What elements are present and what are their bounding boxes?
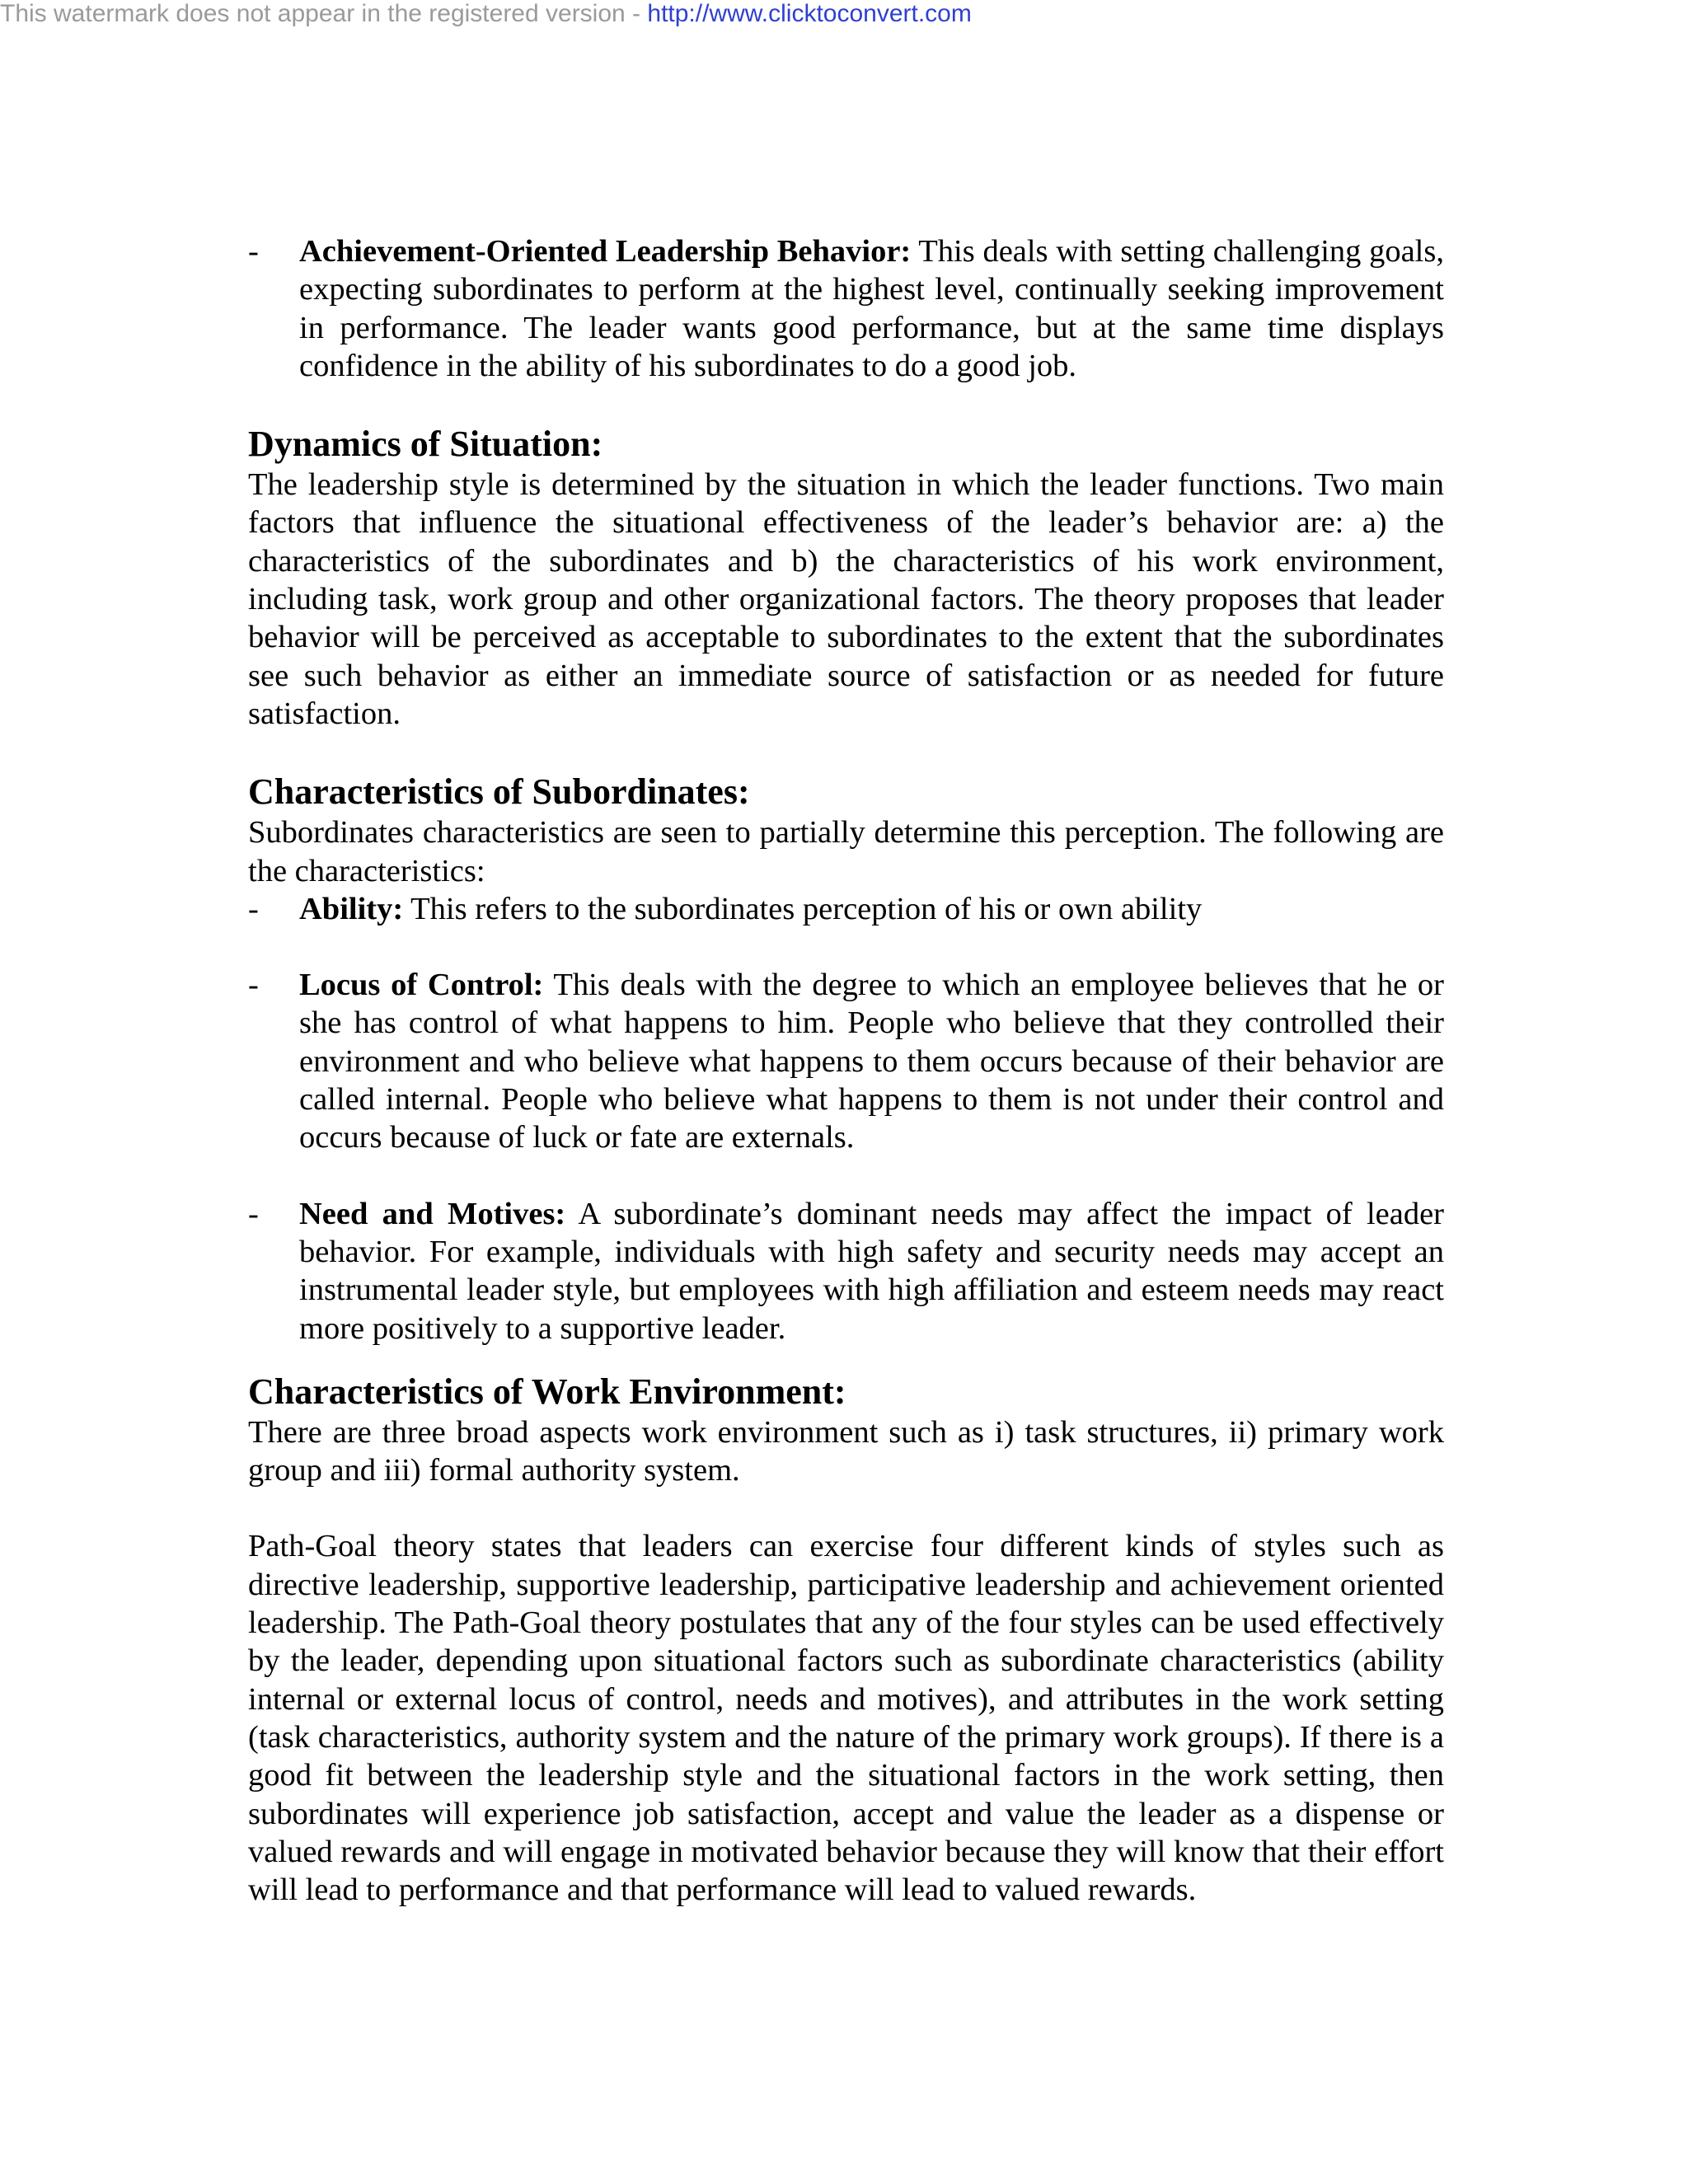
dynamics-paragraph: The leadership style is determined by the situation in which the leader functions. Two main factors that influence the situational effectiveness of the leader’s behavior are: a) the characteristics of the subordinates and b) the characteristics of his work environment, including task, work group and other organizational factors. The theory proposes that leader behavior will be perceived as acceptable to subordinates to the extent that the subordinates see such behavior as either an immediate source of satisfaction or as needed for future satisfaction. (248, 467, 1444, 731)
dynamics-heading: Dynamics of Situation: (248, 424, 603, 465)
locus-text: This deals with the degree to which an employee believes that he or she has control of what happens to him. People who believe that they controlled their environment and who believe what happens to them occurs because of their behavior are called internal. People who believe what happens to them is not under their control and occurs because of luck or fate are externals. (299, 968, 1444, 1155)
achievement-text: This deals with setting challenging goals, expecting subordinates to perform at the highest level, continually seeking improvement in performance. The leader wants good performance, but at the same time displays confidence in the ability of his subordinates to do a good job. (299, 234, 1444, 383)
bullet-dash: - (248, 968, 259, 1003)
needs-term: Need and Motives: (299, 1196, 566, 1231)
document-page (248, 232, 1444, 1909)
path-goal-paragraph: Path-Goal theory states that leaders can exercise four different kinds of styles such as directive leadership, supportive leadership, participative leadership and achievement oriented leadership. The Path-Goal theory postulates that any of the four styles can be used effectively by the leader, depending upon situational factors such as subordinate characteristics (ability internal or external locus of control, needs and motives), and attributes in the work setting (task characteristics, authority system and the nature of the primary work groups). If there is a good fit between the leadership style and the situational factors in the work setting, then subordinates will experience job satisfaction, accept and value the leader as a dispense or valued rewards and will engage in motivated behavior because they will know that their effort will lead to performance and that performance will lead to valued rewards. (248, 1529, 1444, 1908)
subordinates-heading: Characteristics of Subordinates: (248, 771, 750, 813)
needs-text: A subordinate’s dominant needs may affect the impact of leader behavior. For example, individuals with high safety and security needs may accept an instrumental leader style, but employees with high affiliation and esteem needs may react more positively to a supportive leader. (299, 1196, 1444, 1346)
achievement-term: Achievement-Oriented Leadership Behavior: (299, 234, 912, 269)
work-environment-heading: Characteristics of Work Environment: (248, 1371, 846, 1412)
achievement-oriented-item (248, 232, 1444, 385)
need-and-motives-item (248, 1195, 1444, 1347)
watermark-text: This watermark does not appear in the registered version - (0, 0, 648, 27)
bullet-dash: - (248, 234, 259, 269)
locus-of-control-item (248, 966, 1444, 1156)
subordinates-intro: Subordinates characteristics are seen to partially determine this perception. The following are the characteristics: (248, 815, 1444, 888)
ability-text: This refers to the subordinates perception of his or own ability (403, 891, 1203, 926)
bullet-dash: - (248, 1196, 259, 1231)
watermark-link[interactable]: http://www.clicktoconvert.com (647, 0, 972, 27)
ability-item (248, 890, 1444, 928)
ability-term: Ability: (299, 891, 404, 926)
work-environment-paragraph: There are three broad aspects work environment such as i) task structures, ii) primary work group and iii) formal authority system. (248, 1414, 1444, 1488)
locus-term: Locus of Control: (299, 968, 544, 1003)
bullet-dash: - (248, 891, 259, 926)
watermark-banner (0, 0, 972, 28)
